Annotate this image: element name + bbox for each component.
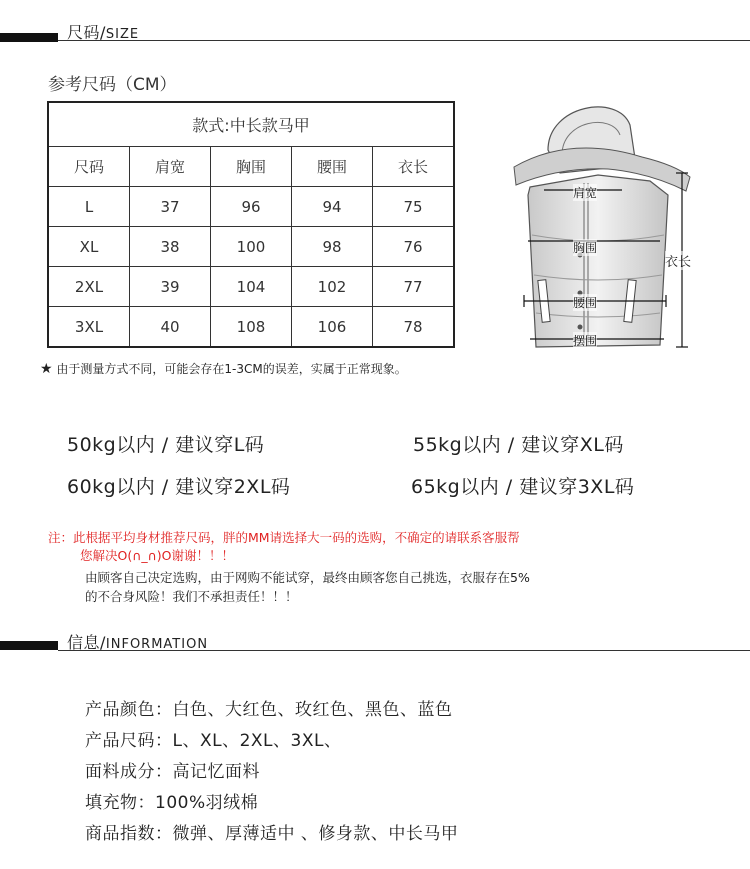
notice-black-line-2: 的不合身风险！我们不承担责任！！！ (85, 589, 298, 604)
table-cell: 38 (130, 227, 211, 267)
size-table-title: 款式:中长款马甲 (48, 102, 454, 147)
star-icon: ★ (40, 361, 53, 377)
info-fabric: 面料成分：高记忆面料 (85, 762, 260, 782)
table-cell: 98 (292, 227, 373, 267)
recommendation-l: 50kg以内 / 建议穿L码 (67, 434, 265, 456)
notice-red-line-2: 您解决O(∩_∩)O谢谢！！！ (80, 548, 234, 563)
table-cell: 104 (211, 267, 292, 307)
header-cell: 尺码 (48, 147, 130, 187)
vest-measurement-diagram (500, 95, 710, 360)
table-cell: 2XL (48, 267, 130, 307)
size-table (47, 101, 455, 348)
table-row (48, 307, 454, 348)
table-cell: 76 (373, 227, 455, 267)
table-row (48, 267, 454, 307)
recommendation-2xl: 60kg以内 / 建议穿2XL码 (67, 476, 291, 498)
size-section-bar (0, 33, 58, 42)
info-color: 产品颜色：白色、大红色、玫红色、黑色、蓝色 (85, 700, 453, 720)
diagram-label-waist: 腰围 (573, 296, 598, 310)
info-index: 商品指数：微弹、厚薄适中 、修身款、中长马甲 (85, 824, 459, 844)
table-cell: 39 (130, 267, 211, 307)
header-cell: 衣长 (373, 147, 455, 187)
diagram-label-hem: 摆围 (573, 334, 598, 348)
reference-size-label: 参考尺码（CM） (48, 75, 177, 95)
recommendation-xl: 55kg以内 / 建议穿XL码 (413, 434, 624, 456)
table-cell: L (48, 187, 130, 227)
info-section-bar (0, 641, 58, 650)
measurement-note: ★ 由于测量方式不同，可能会存在1-3CM的误差，实属于正常现象。 (40, 361, 407, 377)
header-cell: 肩宽 (130, 147, 211, 187)
header-cell: 腰围 (292, 147, 373, 187)
info-filling: 填充物：100%羽绒棉 (85, 793, 259, 813)
table-row (48, 187, 454, 227)
info-size: 产品尺码：L、XL、2XL、3XL、 (85, 731, 342, 751)
table-cell: 108 (211, 307, 292, 348)
size-section-divider (58, 40, 750, 41)
notice-black-line-1: 由顾客自己决定选购，由于网购不能试穿，最终由顾客您自己挑选，衣服存在5% (85, 570, 530, 585)
diagram-label-chest: 胸围 (573, 241, 598, 255)
table-cell: 96 (211, 187, 292, 227)
table-cell: 94 (292, 187, 373, 227)
info-section-title: 信息/INFORMATION (67, 633, 209, 652)
table-cell: 3XL (48, 307, 130, 348)
table-cell: 106 (292, 307, 373, 348)
recommendation-3xl: 65kg以内 / 建议穿3XL码 (411, 476, 635, 498)
table-cell: 100 (211, 227, 292, 267)
table-row (48, 227, 454, 267)
table-cell: 78 (373, 307, 455, 348)
table-cell: 75 (373, 187, 455, 227)
notice-red-line-1: 注：此根据平均身材推荐尺码，胖的MM请选择大一码的选购，不确定的请联系客服帮 (48, 530, 520, 545)
diagram-label-length: 衣长 (665, 251, 691, 270)
table-cell: 37 (130, 187, 211, 227)
table-cell: XL (48, 227, 130, 267)
diagram-label-shoulder: 肩宽 (573, 186, 598, 200)
table-cell: 40 (130, 307, 211, 348)
header-cell: 胸围 (211, 147, 292, 187)
table-cell: 102 (292, 267, 373, 307)
size-table-header-row (48, 147, 454, 187)
size-section-title: 尺码/SIZE (67, 23, 140, 42)
table-cell: 77 (373, 267, 455, 307)
